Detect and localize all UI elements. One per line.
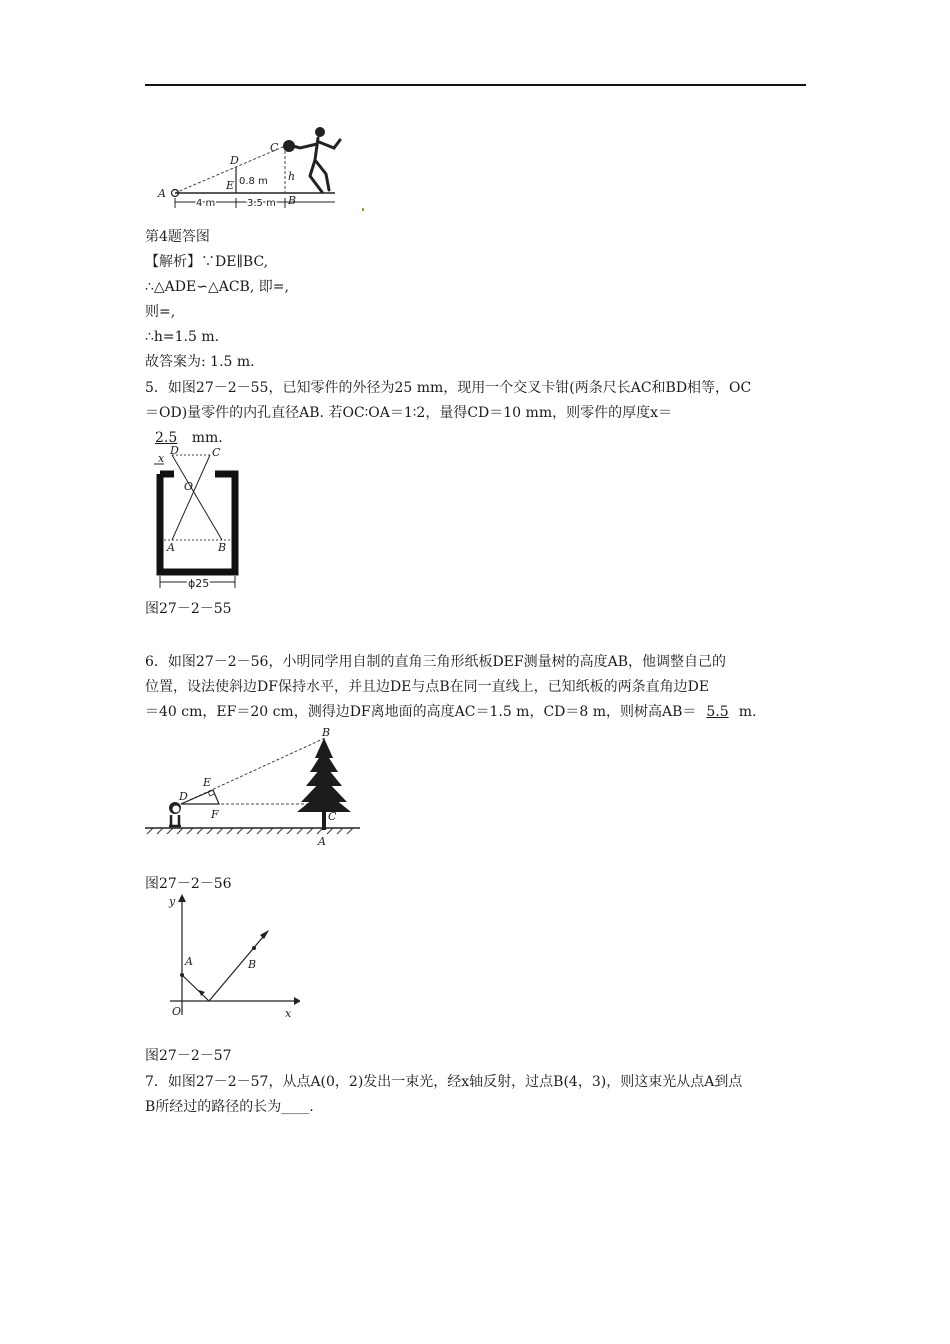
label-de-length: 0.8 m <box>239 176 268 187</box>
q5-unit: mm. <box>191 430 223 446</box>
q6-unit: m. <box>738 704 757 720</box>
solution-line-4: ∴h=1.5 m. <box>145 329 220 345</box>
label-c: C <box>270 141 279 154</box>
label-a: A <box>185 955 193 968</box>
question-5 <box>145 376 807 451</box>
point-b <box>252 946 256 950</box>
question-6 <box>145 650 807 725</box>
q5-answer: 2.5 <box>155 430 178 446</box>
label-ae-length: 4 m <box>196 198 216 209</box>
solution-line-3: 则=, <box>145 304 176 320</box>
q7-line-1: 7．如图27－2－57，从点A(0，2)发出一束光，经x轴反射，过点B(4，3)，则这束光从点A到点 <box>145 1074 743 1090</box>
label-a: A <box>318 835 326 848</box>
label-eb-length: 3.5 m <box>247 198 276 209</box>
solution-line-2: ∴△ADE∽△ACB, 即=, <box>145 279 289 295</box>
figure-27-2-55 <box>150 444 250 594</box>
label-a: A <box>167 541 175 554</box>
point-a <box>180 973 184 977</box>
caliper-arm-db <box>172 455 222 540</box>
label-x: x <box>285 1007 292 1020</box>
label-d: D <box>170 444 179 457</box>
part-outline <box>160 474 235 572</box>
q6-line-3-text: ＝40 cm，EF＝20 cm，测得边DF离地面的高度AC＝1.5 m，CD＝8 m，则树高AB＝ <box>145 704 697 720</box>
label-e: E <box>226 179 235 192</box>
figure-27-2-56 <box>145 720 365 850</box>
label-diameter: ϕ25 <box>188 577 210 590</box>
solution-line-5: 故答案为: 1.5 m. <box>145 354 255 370</box>
figure-27-2-57-caption: 图27－2－57 <box>145 1048 232 1064</box>
incident-ray <box>182 975 209 1001</box>
tree-icon <box>297 738 351 830</box>
label-c: C <box>212 446 221 459</box>
boy-icon <box>169 802 181 826</box>
solution-line-1: 【解析】∵DE∥BC, <box>145 254 269 270</box>
label-y: y <box>169 895 176 908</box>
label-o: O <box>184 480 194 493</box>
player-icon <box>293 127 340 192</box>
label-e: E <box>203 776 212 789</box>
label-x: x <box>158 452 165 465</box>
label-b: B <box>218 541 227 554</box>
q6-line-2: 位置，设法使斜边DF保持水平，并且边DE与点B在同一直线上，已知纸板的两条直角边DE <box>145 679 710 695</box>
label-d: D <box>230 154 239 167</box>
figure-27-2-57 <box>160 893 300 1023</box>
label-d: D <box>179 790 188 803</box>
q7-line-2: B所经过的路径的长为____. <box>145 1099 314 1115</box>
figure-27-2-55-caption: 图27－2－55 <box>145 601 232 617</box>
question-7 <box>145 1070 807 1120</box>
q5-line-1: 5．如图27－2－55，已知零件的外径为25 mm，现用一个交叉卡钳(两条尺长AC和BD相等，OC <box>145 380 752 396</box>
figure-27-2-56-caption: 图27－2－56 <box>145 876 232 892</box>
label-a: A <box>158 187 166 200</box>
figure-4-caption: 第4题答图 <box>145 229 210 245</box>
label-c: C <box>328 810 337 823</box>
reflected-ray <box>209 931 268 1001</box>
label-b: B <box>248 958 257 971</box>
label-f: F <box>211 808 219 821</box>
label-o: O <box>172 1005 182 1018</box>
q6-line-1: 6．如图27－2－56，小明同学用自制的直角三角形纸板DEF测量树的高度AB，他调整自己的 <box>145 654 726 670</box>
q6-answer: 5.5 <box>706 704 729 720</box>
caliper-arm-ca <box>172 455 210 540</box>
label-h: h <box>288 170 296 183</box>
figure-4-tennis <box>150 118 370 218</box>
label-b: B <box>322 726 331 739</box>
q5-line-2: ＝OD)量零件的内孔直径AB. 若OC∶OA＝1∶2，量得CD＝10 mm，则零件的厚度x＝ <box>145 405 672 421</box>
label-b: B <box>288 194 297 207</box>
header-rule <box>145 84 806 86</box>
